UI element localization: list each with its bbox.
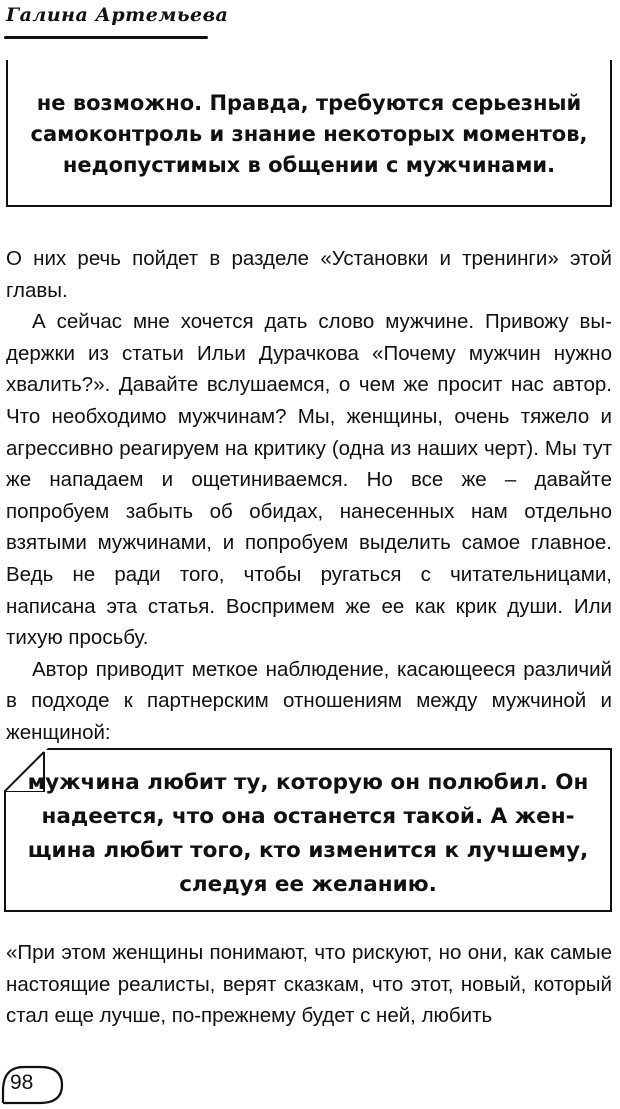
running-head: Галина Артемьева	[6, 4, 229, 26]
body-text-block-continued	[6, 937, 612, 1032]
page-number-badge	[0, 1061, 66, 1105]
paragraph-2: А сейчас мне хочется дать слово мужчине. Привожу выдержки из статьи Ильи Дурачкова «Почему мужчин нужно хвалить?». Давайте вслушаемся, о чем же просит нас автор. Что необходимо мужчинам? Мы, женщины, очень тяжело и агрессивно реагируем на критику (одна из наших черт). Мы тут же нападаем и ощетиниваемся. Но все же – давайте попробуем забыть об обидах, нанесенных нам отдельно взятыми мужчинами, и попробуем выделить самое главное. Ведь не ради того, чтобы ругаться с читательницами, написана эта статья. Воспримем же ее как крик души. Или тихую просьбу.	[6, 310, 612, 650]
top-callout-text: не возможно. Правда, требуются серьезный самоконтроль и знание некоторых моментов, недопустимых в общении с мужчинами.	[30, 91, 588, 177]
dog-ear-corner-icon	[4, 748, 48, 792]
quote-callout-box	[4, 748, 612, 912]
page-number: 98	[10, 1071, 34, 1094]
top-callout-box	[6, 60, 612, 207]
running-head-rule	[4, 36, 208, 39]
quote-callout-text: мужчина любит ту, которую он полюбил. Он надеется, что она останется такой. А женщина любит того, кто изменится к лучшему, следуя ее желанию.	[27, 770, 589, 897]
paragraph-1: О них речь пойдет в разделе «Установки и тренинги» этой главы.	[6, 247, 612, 302]
paragraph-3: Автор приводит меткое наблюдение, касающееся различий в подходе к партнерским отношениям между мужчиной и женщиной:	[6, 657, 612, 744]
body-text-block	[6, 243, 612, 749]
paragraph-4: «При этом женщины понимают, что рискуют, но они, как самые настоящие реалисты, верят сказкам, что этот, новый, который стал еще лучше, по-прежнему будет с ней, любить	[6, 941, 612, 1028]
